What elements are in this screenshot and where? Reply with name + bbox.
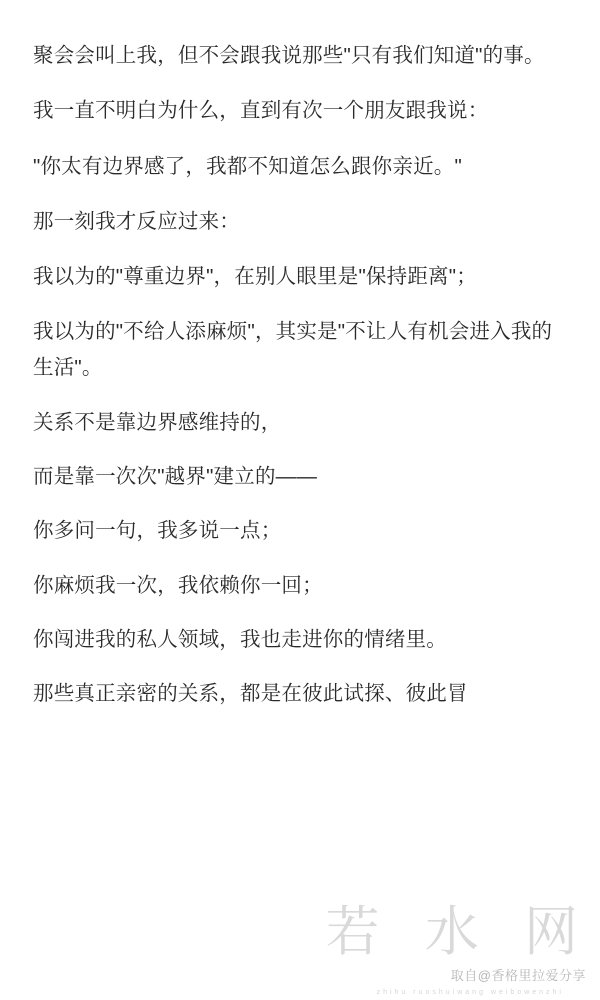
paragraph: 你多问一句，我多说一点； [33,519,282,543]
paragraph: 你闯进我的私人领域，我也走进你的情绪里。 [33,627,447,651]
watermark-logo: 若 水 网 [325,900,592,963]
paragraph: 那些真正亲密的关系，都是在彼此试探、彼此冒 [33,682,468,705]
paragraph: 你麻烦我一次，我依赖你一回； [33,573,323,597]
watermark-attribution-prefix: 取自 [450,968,478,983]
paragraph: 我一直不明白为什么，直到有次一个朋友跟我说： [33,99,489,123]
paragraph: 关系不是靠边界感维持的， [33,410,282,434]
paragraph: 而是靠一次次"越界"建立的—— [33,465,318,488]
paragraph: 那一刻我才反应过来： [33,209,240,233]
paragraph: 我以为的"尊重边界"，在别人眼里是"保持距离"； [33,265,477,288]
paragraph: 聚会会叫上我，但不会跟我说那些"只有我们知道"的事。 [33,44,545,67]
watermark-attribution-handle: @香格里拉爱分享 [477,968,586,983]
watermark-attribution [451,965,586,984]
paragraph: 我以为的"不给人添麻烦"，其实是"不让人有机会进入我的生活"。 [33,320,553,379]
paragraph: "你太有边界感了，我都不知道怎么跟你亲近。" [33,154,462,178]
watermark-microtext: zhihu ruoshuiwang weibowenzhi [376,989,564,996]
